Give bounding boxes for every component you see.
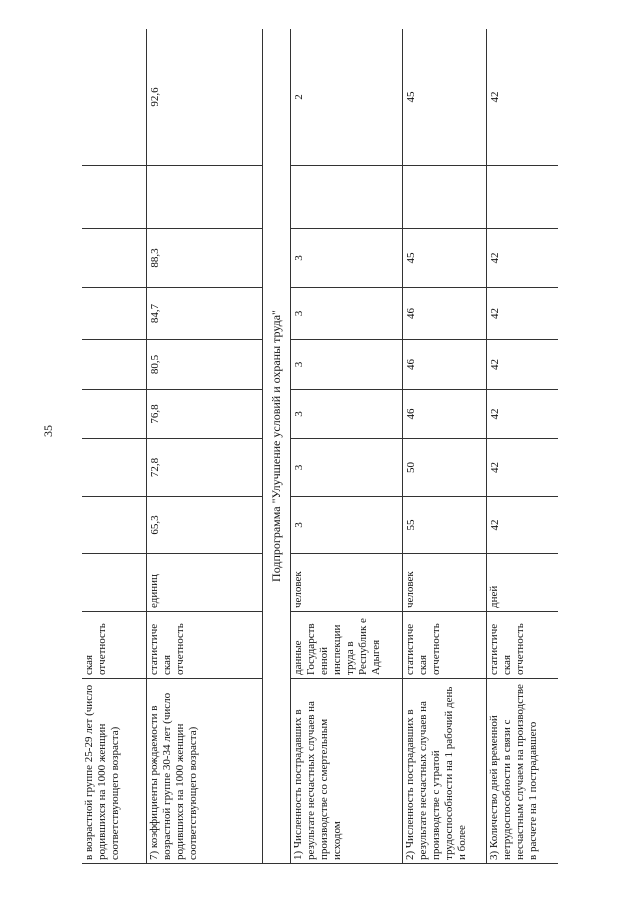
value-cell (82, 497, 146, 554)
indicators-table (82, 29, 558, 864)
value-cell: 45 (402, 29, 486, 166)
value-cell (402, 166, 486, 229)
value-cell (82, 340, 146, 390)
source-cell: статистиче ская отчетность (486, 612, 558, 679)
source-cell: ская отчетность (82, 612, 146, 679)
source-cell: данные Государств енной инспекции труда в Республик е Адыгея (290, 612, 402, 679)
indicator-cell: в возрастной группе 25-29 лет (число родившихся на 1000 женщин соответствующего возраста) (82, 679, 146, 864)
table-row (146, 29, 262, 864)
value-cell: 42 (486, 340, 558, 390)
unit-cell: человек (290, 554, 402, 612)
indicator-cell: 7) коэффициенты рождаемости в возрастной группе 30-34 лет (число родившихся на 1000 женщин соответствующего возраста) (146, 679, 262, 864)
subprogram-row (262, 29, 290, 864)
source-cell: статистиче ская отчетность (146, 612, 262, 679)
value-cell (82, 229, 146, 288)
value-cell: 42 (486, 439, 558, 497)
value-cell: 42 (486, 29, 558, 166)
value-cell: 46 (402, 390, 486, 439)
value-cell: 42 (486, 288, 558, 340)
table-row (486, 29, 558, 864)
value-cell (146, 166, 262, 229)
rotated-table-area (82, 29, 558, 864)
value-cell: 3 (290, 497, 402, 554)
unit-cell (82, 554, 146, 612)
value-cell: 72,8 (146, 439, 262, 497)
value-cell: 55 (402, 497, 486, 554)
indicator-cell: 3) Количество дней временной нетрудоспособности в связи с несчастным случаем на производстве в расчете на 1 пострадавшего (486, 679, 558, 864)
value-cell (486, 166, 558, 229)
value-cell: 42 (486, 229, 558, 288)
value-cell: 92,6 (146, 29, 262, 166)
value-cell: 46 (402, 288, 486, 340)
value-cell: 84,7 (146, 288, 262, 340)
value-cell: 46 (402, 340, 486, 390)
value-cell: 2 (290, 29, 402, 166)
value-cell: 3 (290, 288, 402, 340)
value-cell (82, 288, 146, 340)
table-row (290, 29, 402, 864)
value-cell: 65,3 (146, 497, 262, 554)
table-row (82, 29, 146, 864)
value-cell: 76,8 (146, 390, 262, 439)
page-number: 35 (41, 425, 55, 437)
indicator-cell: 2) Численность пострадавших в результате несчастных случаев на производстве с утратой трудоспособности на 1 рабочий день и более (402, 679, 486, 864)
value-cell: 3 (290, 229, 402, 288)
value-cell: 45 (402, 229, 486, 288)
value-cell: 3 (290, 439, 402, 497)
unit-cell: единиц (146, 554, 262, 612)
value-cell: 50 (402, 439, 486, 497)
value-cell: 3 (290, 390, 402, 439)
indicator-cell: 1) Численность пострадавших в результате несчастных случаев на производстве со смертельным исходом (290, 679, 402, 864)
value-cell: 42 (486, 390, 558, 439)
value-cell: 42 (486, 497, 558, 554)
subprogram-title: Подпрограмма "Улучшение условий и охраны труда" (262, 29, 290, 864)
source-cell: статистиче ская отчетность (402, 612, 486, 679)
unit-cell: человек (402, 554, 486, 612)
value-cell (290, 166, 402, 229)
value-cell: 3 (290, 340, 402, 390)
table-row (402, 29, 486, 864)
value-cell (82, 390, 146, 439)
value-cell (82, 439, 146, 497)
value-cell (82, 29, 146, 166)
value-cell: 80,5 (146, 340, 262, 390)
unit-cell: дней (486, 554, 558, 612)
value-cell (82, 166, 146, 229)
value-cell: 88,3 (146, 229, 262, 288)
